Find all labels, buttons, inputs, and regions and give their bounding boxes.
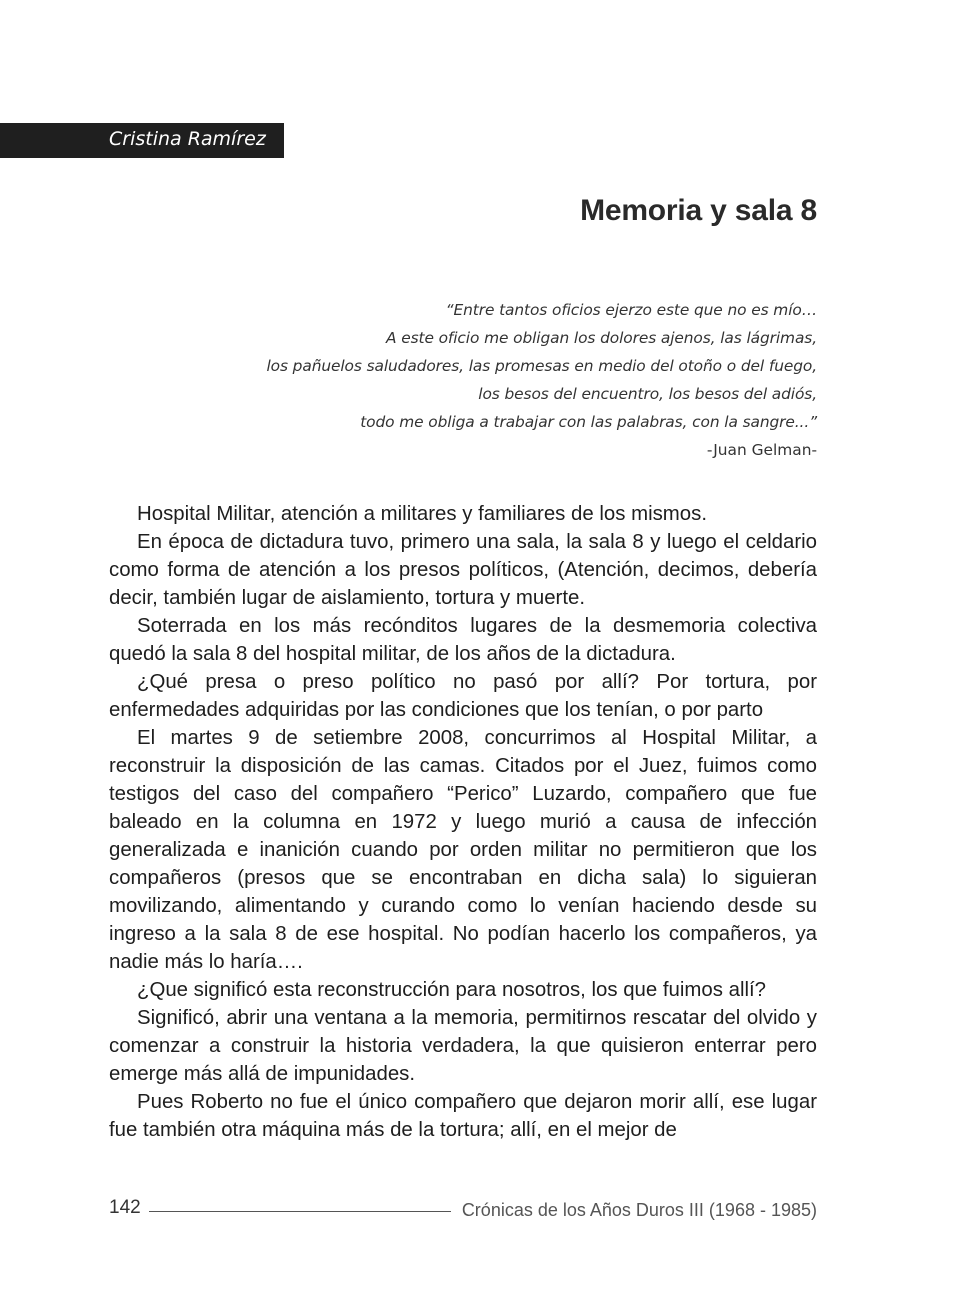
page-number: 142	[109, 1197, 141, 1218]
epigraph	[177, 296, 817, 464]
epigraph-line: “Entre tantos oficios ejerzo este que no es mío…	[445, 301, 817, 319]
paragraph: Pues Roberto no fue el único compañero que dejaron morir allí, ese lugar fue también otra máquina más de la tortura; allí, en el mejor de	[109, 1091, 817, 1141]
paragraph: En época de dictadura tuvo, primero una sala, la sala 8 y luego el celdario como forma de atención a los presos políticos, (Atención, decimos, debería decir, también lugar de aislamiento, tortura y muerte.	[109, 531, 817, 609]
paragraph: ¿Qué presa o preso político no pasó por allí? Por tortura, por enfermedades adquiridas por las condiciones que los tenían, o por parto	[109, 671, 817, 721]
paragraph: ¿Que significó esta reconstrucción para nosotros, los que fuimos allí?	[137, 979, 767, 1001]
paragraph: Significó, abrir una ventana a la memoria, permitirnos rescatar del olvido y comenzar a construir la historia verdadera, la que quisieron enterrar pero emerge más allá de impunidades.	[109, 1007, 817, 1085]
epigraph-line: los besos del encuentro, los besos del adiós,	[478, 385, 817, 403]
paragraph: Hospital Militar, atención a militares y familiares de los mismos.	[137, 503, 707, 525]
body-text	[109, 500, 817, 1144]
paragraph: Soterrada en los más recónditos lugares de la desmemoria colectiva quedó la sala 8 del hospital militar, de los años de la dictadura.	[109, 615, 817, 665]
paragraph: El martes 9 de setiembre 2008, concurrimos al Hospital Militar, a reconstruir la disposición de las camas. Citados por el Juez, fuimos como testigos del caso del compañero “Perico” Luzardo, compañero que fue baleado en la columna en 1972 y luego murió a causa de infección generalizada e inanición cuando por orden militar no permitieron que los compañeros (presos que se encontraban en dicha sala) lo siguieran movilizando, alimentando y curando como lo venían haciendo desde su ingreso a la sala 8 de ese hospital. No podían hacerlo los compañeros, ya nadie más lo haría….	[109, 727, 817, 973]
book-title: Crónicas de los Años Duros III (1968 - 1985)	[461, 1200, 817, 1220]
epigraph-attribution: -Juan Gelman-	[706, 441, 817, 459]
epigraph-line: A este oficio me obligan los dolores ajenos, las lágrimas,	[386, 329, 817, 347]
author-name: Cristina Ramírez	[109, 128, 266, 150]
epigraph-line: los pañuelos saludadores, las promesas en medio del otoño o del fuego,	[266, 357, 817, 375]
footer-divider	[149, 1211, 451, 1212]
page-title: Memoria y sala 8	[580, 194, 817, 227]
author-banner	[0, 123, 284, 158]
epigraph-line: todo me obliga a trabajar con las palabras, con la sangre...”	[360, 413, 817, 431]
